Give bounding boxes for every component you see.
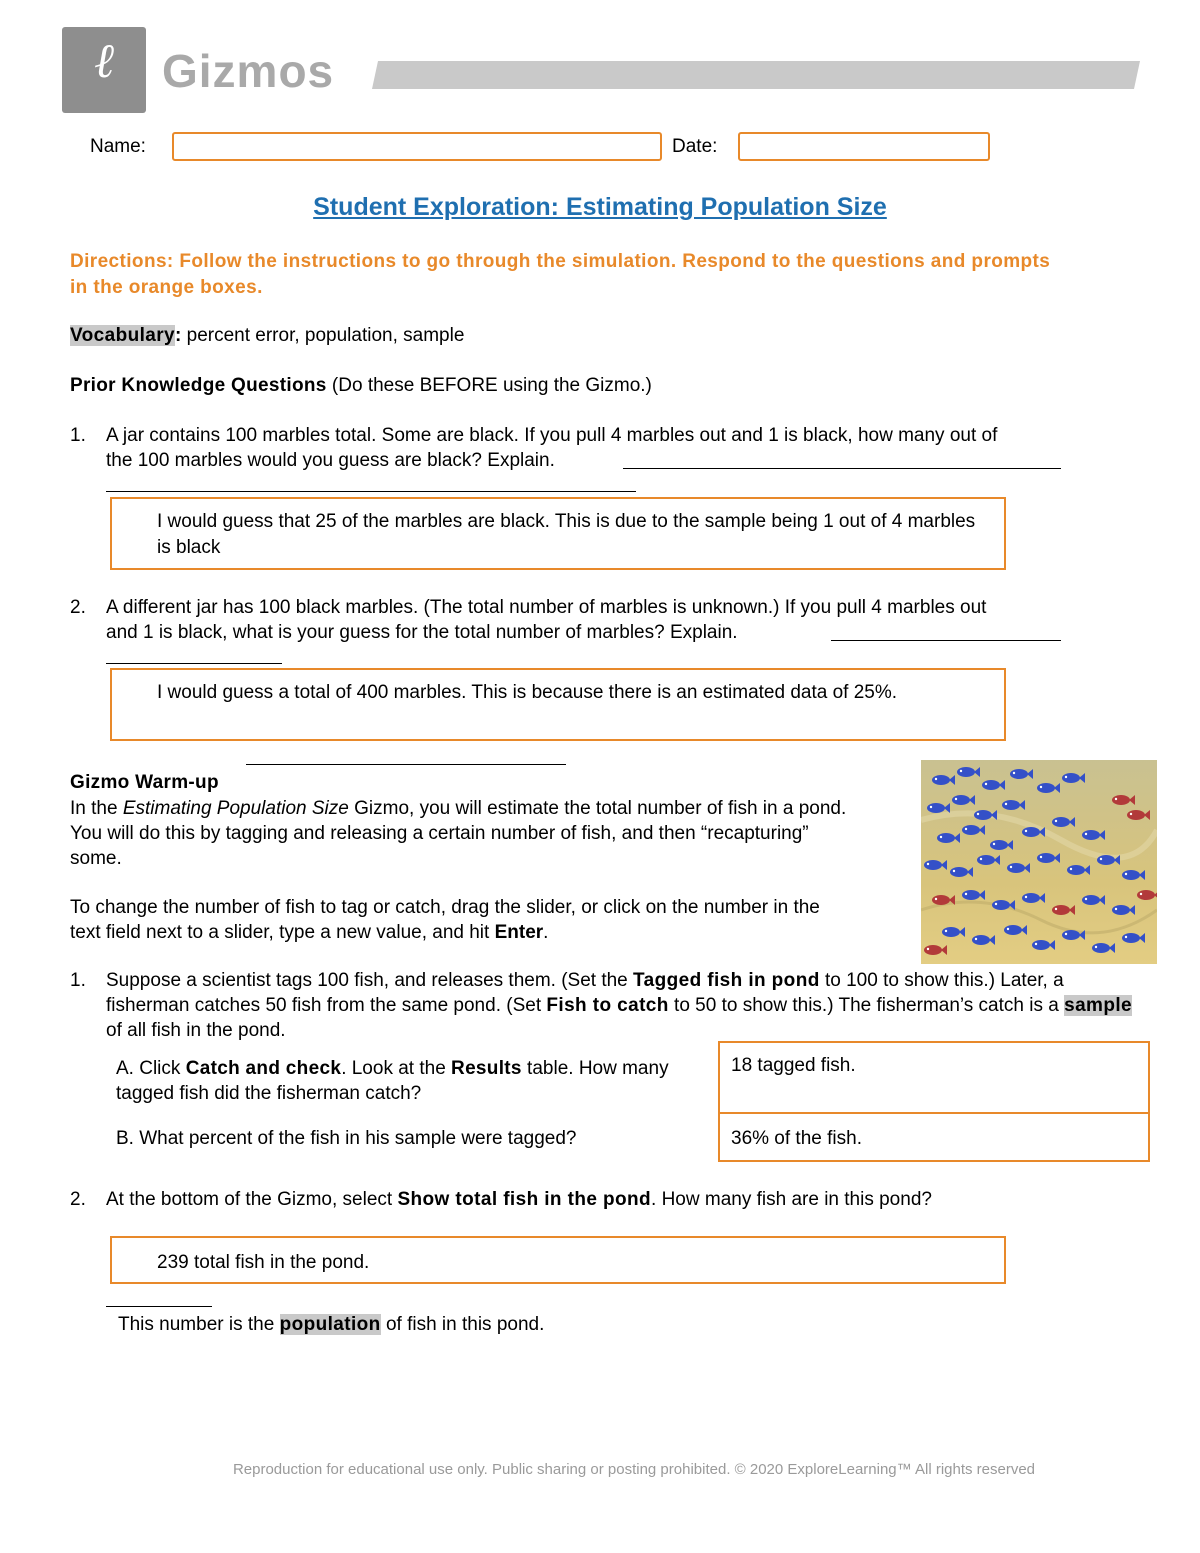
name-field[interactable] — [172, 132, 662, 161]
prior-question-2: A different jar has 100 black marbles. (The total number of marbles is unknown.) If you pull 4 marbles out and 1 is black, what is your guess for the total number of marbles? Explain. — [106, 597, 987, 643]
vocabulary-label: Vocabulary — [70, 325, 176, 346]
answer-text: I would guess that 25 of the marbles are black. This is due to the sample being 1 out of 4 marbles is black — [157, 511, 976, 558]
warmup-question-2: At the bottom of the Gizmo, select Show total fish in the pond. How many fish are in this pond? — [106, 1189, 932, 1210]
brand-name: Gizmos — [162, 45, 335, 97]
warmup-paragraph-1: In the Estimating Population Size Gizmo, you will estimate the total number of fish in a pond. You will do this by tagging and releasing a certain number of fish, and then “recapturing” some. — [70, 798, 847, 869]
header-bar — [372, 61, 1140, 89]
answer-underline — [106, 1306, 212, 1307]
answer-box-warmup-1b[interactable] — [718, 1112, 1150, 1162]
answer-underline — [831, 640, 1061, 641]
question-number: 2. — [70, 1189, 86, 1210]
directions: Directions: Follow the instructions to go through the simulation. Respond to the questions and prompts in the orange boxes. — [70, 251, 1051, 298]
date-label: Date: — [672, 136, 718, 157]
name-label: Name: — [90, 136, 146, 157]
page-title: Student Exploration: Estimating Population Size — [313, 193, 887, 221]
warmup-question-1b: B. What percent of the fish in his sample were tagged? — [116, 1128, 577, 1149]
warmup-question-1a: A. Click Catch and check. Look at the Results table. How many tagged fish did the fisherman catch? — [116, 1058, 669, 1104]
fish-pond-image — [921, 760, 1157, 964]
vocabulary: Vocabulary: percent error, population, sample — [70, 325, 465, 346]
question-number: 1. — [70, 970, 86, 991]
answer-underline — [106, 663, 282, 664]
warmup-question-1: Suppose a scientist tags 100 fish, and releases them. (Set the Tagged fish in pond to 100 to show this.) Later, a fisherman catches 50 fish from the same pond. (Set Fish to catch to 50 to show this.) The fisherman’s catch is a sample of all fish in the pond. — [106, 970, 1132, 1041]
answer-text: I would guess a total of 400 marbles. This is because there is an estimated data of 25%. — [157, 682, 898, 703]
question-number: 2. — [70, 597, 86, 618]
warmup-paragraph-2: To change the number of fish to tag or catch, drag the slider, or click on the number in the text field next to a slider, type a new value, and hit Enter. — [70, 897, 820, 943]
warmup-heading: Gizmo Warm-up — [70, 772, 219, 793]
answer-underline — [106, 491, 636, 492]
answer-underline — [246, 764, 566, 765]
answer-text: 239 total fish in the pond. — [157, 1252, 370, 1273]
answer-underline — [623, 468, 1061, 469]
gizmos-logo — [62, 27, 146, 113]
answer-box-warmup-2[interactable] — [110, 1236, 1006, 1284]
logo-icon: ℓ — [94, 33, 114, 89]
footer-copyright: Reproduction for educational use only. Public sharing or posting prohibited. © 2020 ExploreLearning™ All rights reserved — [232, 1461, 1036, 1478]
question-number: 1. — [70, 425, 86, 446]
answer-box-warmup-1a[interactable] — [718, 1041, 1150, 1114]
prior-question-1: A jar contains 100 marbles total. Some are black. If you pull 4 marbles out and 1 is black, how many out of the 100 marbles would you guess are black? Explain. — [106, 425, 998, 471]
prior-knowledge-heading: Prior Knowledge Questions (Do these BEFORE using the Gizmo.) — [70, 375, 652, 396]
answer-box-prior-1[interactable] — [110, 497, 1006, 570]
answer-box-prior-2[interactable] — [110, 668, 1006, 741]
vocabulary-terms: percent error, population, sample — [181, 325, 465, 346]
fish-pond-illustration — [921, 760, 1157, 964]
answer-text: 36% of the fish. — [731, 1128, 862, 1149]
answer-text: 18 tagged fish. — [731, 1055, 856, 1076]
population-note: This number is the population of fish in this pond. — [118, 1314, 545, 1335]
date-field[interactable] — [738, 132, 990, 161]
